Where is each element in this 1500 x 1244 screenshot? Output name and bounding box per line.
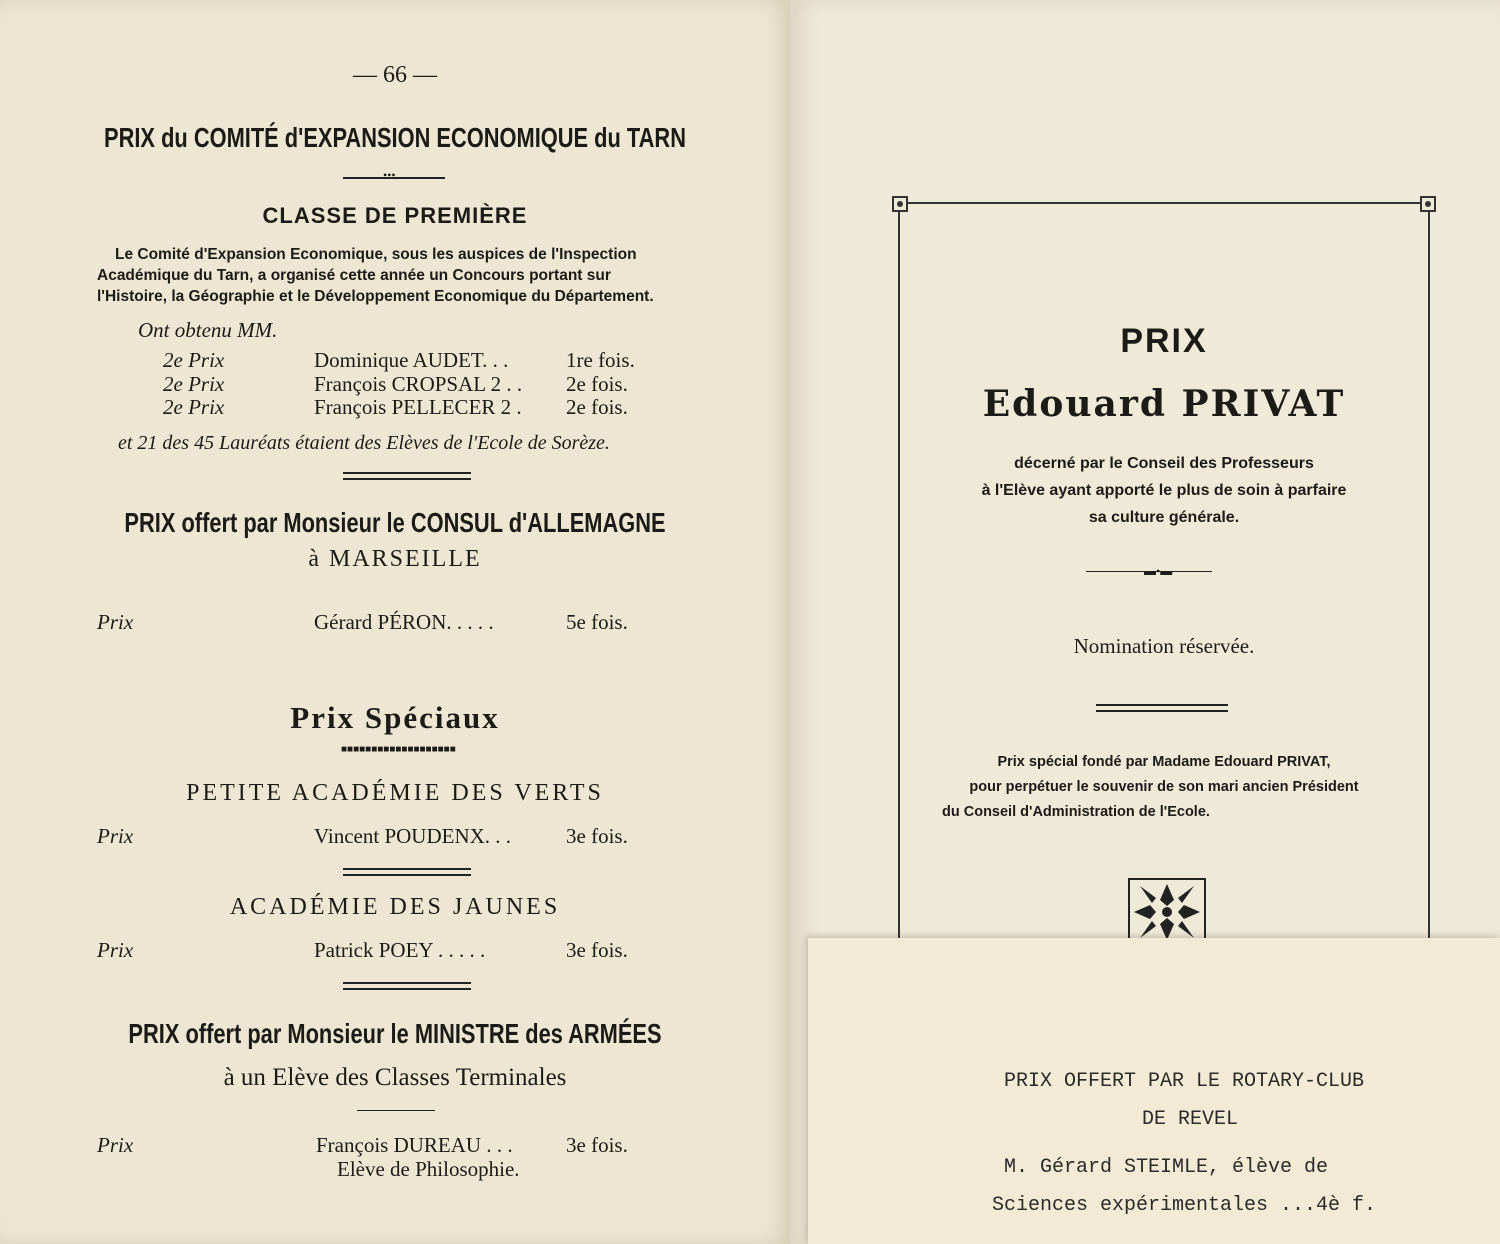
row-prize: Prix (97, 1133, 134, 1157)
nomination-text: Nomination réservée. (1073, 634, 1255, 658)
row-name: Dominique AUDET. . . (314, 348, 509, 372)
note-line-3: du Conseil d'Administration de l'Ecole. (942, 804, 1210, 820)
slip-line-3: M. Gérard STEIMLE, élève de (1004, 1156, 1329, 1179)
row-prize: Prix (97, 610, 134, 634)
ornament-dots: ■■■■■■■■■■■■■■■■■■■ (341, 744, 456, 755)
row-prize: 2e Prix (163, 348, 225, 372)
double-divider (1096, 704, 1228, 712)
row-name: Gérard PÉRON. . . . . (314, 610, 494, 634)
row-name: Vincent POUDENX. . . (314, 824, 512, 848)
note-line-1: Prix spécial fondé par Madame Edouard PRIVAT, (997, 754, 1331, 770)
row-times: 3e fois. (566, 824, 628, 848)
ornament-dots: ▬•▬ (1144, 564, 1173, 578)
section-title-consul: PRIX offert par Monsieur le CONSUL d'ALLEMAGNE (124, 507, 666, 538)
page-number: — 66 — (353, 62, 437, 88)
sub-heading-verts: PETITE ACADÉMIE DES VERTS (186, 780, 604, 806)
row-prize: 2e Prix (163, 372, 225, 396)
row-name: François DUREAU . . . (316, 1133, 513, 1157)
row-name: François CROPSAL 2 . . (314, 372, 523, 396)
row-times: 5e fois. (566, 610, 628, 634)
rosette-ornament-icon (1128, 878, 1206, 946)
class-heading: CLASSE DE PREMIÈRE (262, 203, 528, 228)
slip-line-1: PRIX OFFERT PAR LE ROTARY-CLUB (1004, 1070, 1365, 1093)
section-footer: et 21 des 45 Lauréats étaient des Elèves de l'Ecole de Sorèze. (118, 432, 610, 454)
row-prize: 2e Prix (163, 395, 225, 419)
ornament-dots: ••• (383, 168, 396, 182)
note-line-2: pour perpétuer le souvenir de son mari ancien Président (969, 779, 1359, 795)
divider (357, 1110, 435, 1111)
text-line-3: l'Histoire, la Géographie et le Développement Economique du Département. (97, 288, 654, 305)
row-name: François PELLECER 2 . (314, 395, 522, 419)
description-line-3: sa culture générale. (1088, 509, 1240, 526)
prix-heading: PRIX (1120, 322, 1208, 360)
description-line-2: à l'Elève ayant apporté le plus de soin à parfaire (981, 482, 1347, 499)
row-note: Elève de Philosophie. (337, 1157, 520, 1181)
row-prize: Prix (97, 938, 134, 962)
double-divider (343, 982, 471, 990)
sub-heading-jaunes: ACADÉMIE DES JAUNES (229, 894, 561, 920)
prix-speciaux-heading: Prix Spéciaux (290, 700, 500, 735)
row-prize: Prix (97, 824, 134, 848)
row-times: 3e fois. (566, 1133, 628, 1157)
prize-name: Edouard PRIVAT (982, 383, 1346, 425)
double-divider (343, 868, 471, 876)
page-frame (898, 202, 1430, 966)
text-line-2: Académique du Tarn, a organisé cette année un Concours portant sur (97, 267, 611, 284)
frame-corner-ornament (1420, 196, 1436, 212)
row-times: 2e fois. (566, 395, 628, 419)
typed-slip (808, 938, 1500, 1244)
row-name: Patrick POEY . . . . . (314, 938, 486, 962)
row-times: 1re fois. (566, 348, 635, 372)
slip-line-2: DE REVEL (1142, 1108, 1239, 1131)
double-divider (343, 472, 471, 480)
section-title-comite: PRIX du COMITÉ d'EXPANSION ECONOMIQUE du TARN (104, 122, 686, 153)
row-times: 2e fois. (566, 372, 628, 396)
section-subtitle-terminales: à un Elève des Classes Terminales (223, 1064, 567, 1091)
text-line-1: Le Comité d'Expansion Economique, sous les auspices de l'Inspection (115, 246, 637, 263)
section-subtitle-marseille: à MARSEILLE (308, 546, 482, 572)
ont-obtenu: Ont obtenu MM. (138, 318, 278, 342)
slip-line-4: Sciences expérimentales ...4è f. (992, 1194, 1377, 1217)
row-times: 3e fois. (566, 938, 628, 962)
description-line-1: décerné par le Conseil des Professeurs (1014, 455, 1314, 472)
section-title-ministre: PRIX offert par Monsieur le MINISTRE des ARMÉES (128, 1018, 662, 1049)
frame-corner-ornament (892, 196, 908, 212)
